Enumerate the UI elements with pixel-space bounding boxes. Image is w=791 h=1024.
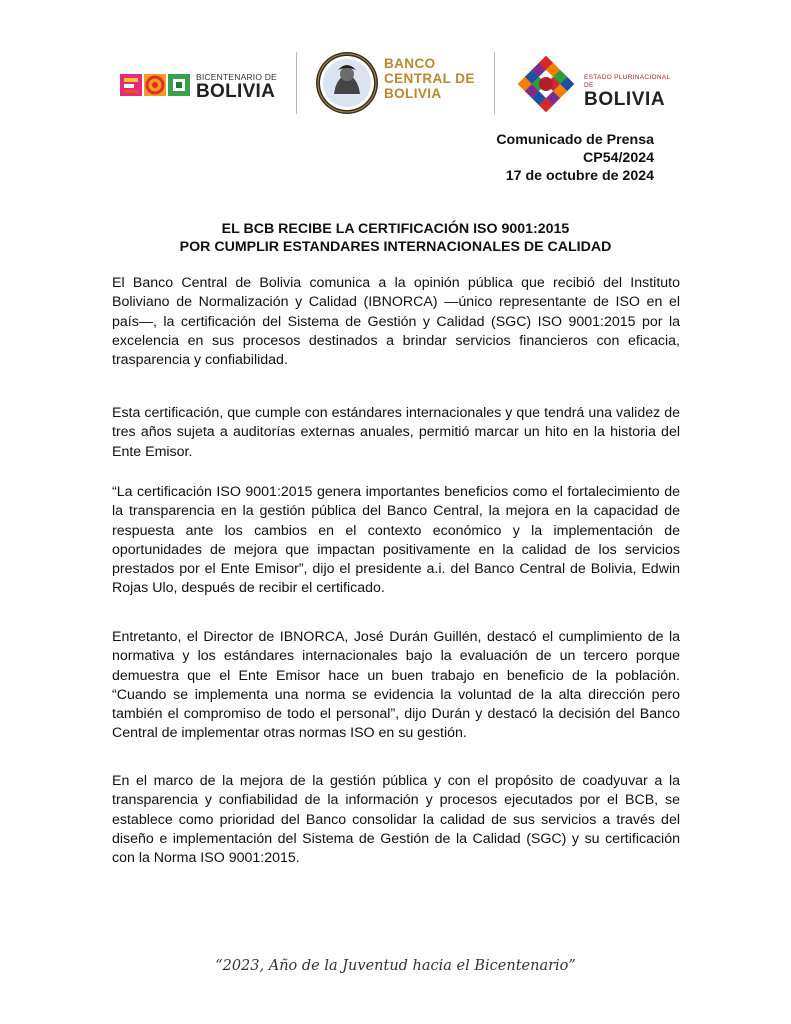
title-line-2: POR CUMPLIR ESTANDARES INTERNACIONALES DE CALIDAD [179,239,612,255]
estado-small-text: ESTADO PLURINACIONAL DE [584,74,671,89]
bicentenario-big-text: BOLIVIA [196,81,276,102]
bicentenario-small-text: BICENTENARIO DE [196,72,277,82]
paragraph-2: Esta certificación, que cumple con estándares internacionales y que tendrá una validez de tres años sujeta a auditorías externas anuales, permitió marcar un hito en la historia del Ente Emisor. [112,405,680,460]
bicentenario-wordmark [196,72,286,101]
page-title [0,220,791,256]
bcb-logo [312,48,482,120]
bcb-seal-icon [314,50,380,116]
estado-big-text: BOLIVIA [584,89,666,110]
estado-logo [512,48,672,120]
paragraph-1: El Banco Central de Bolivia comunica a la opinión pública que recibió del Instituto Boliviano de Normalización y Calidad (IBNORCA) —único representante de ISO en el país—, la certificación del Sistema de Gestión y Calidad (SGC) ISO 9001:2015 por la excelencia en sus procesos destinados a brindar servicios financieros con eficacia, trasparencia y confiabilidad. [112,275,680,369]
paragraph-4: Entretanto, el Director de IBNORCA, José Durán Guillén, destacó el cumplimiento de la normativa y los estándares internacionales bajo la evaluación de un tercero porque demuestra que el Ente Emisor hace un buen trabajo en beneficio de la población. “Cuando se implementa una norma se evidencia la voluntad de la alta dirección pero también el compromiso de todo el personal”, dijo Durán y destacó la decisión del Banco Central de implementar otras normas ISO en su gestión. [112,629,680,742]
header-divider-2 [494,52,495,114]
estado-wordmark [584,74,672,109]
bcb-line-1: BANCO [384,56,436,71]
bicentenario-logo-icon [120,72,192,98]
press-code: CP54/2024 [583,150,654,166]
press-label: Comunicado de Prensa [496,132,654,148]
bcb-line-2: CENTRAL DE [384,71,475,86]
title-line-1: EL BCB RECIBE LA CERTIFICACIÓN ISO 9001:2015 [221,221,570,237]
paragraph-5: En el marco de la mejora de la gestión pública y con el propósito de coadyuvar a la transparencia y confiabilidad de la información y procesos ejecutados por el BCB, se establece como prioridad del Banco consolidar la calidad de sus servicios a través del diseño e implementación del Sistema de Gestión de la Calidad (SGC) y su certificación con la Norma ISO 9001:2015. [112,773,680,867]
press-date: 17 de octubre de 2024 [505,168,654,184]
page-header [0,44,791,124]
bcb-wordmark [384,56,475,101]
wiphala-shield-icon [512,48,580,120]
bicentenario-logo [120,72,280,102]
footer-slogan: “2023, Año de la Juventud hacia el Bicentenario” [215,958,576,974]
paragraph-3: “La certificación ISO 9001:2015 genera importantes beneficios como el fortalecimiento de la transparencia en la gestión pública del Banco Central, la mejora en la capacidad de respuesta ante los cambios en el contexto económico y la implementación de oportunidades de mejora que impactan positivamente en la calidad de los servicios prestados por el Ente Emisor”, dijo el presidente a.i. del Banco Central de Bolivia, Edwin Rojas Ulo, después de recibir el certificado. [112,484,680,597]
bcb-line-3: BOLIVIA [384,86,442,101]
press-release-info [496,131,654,185]
header-divider-1 [296,52,297,114]
